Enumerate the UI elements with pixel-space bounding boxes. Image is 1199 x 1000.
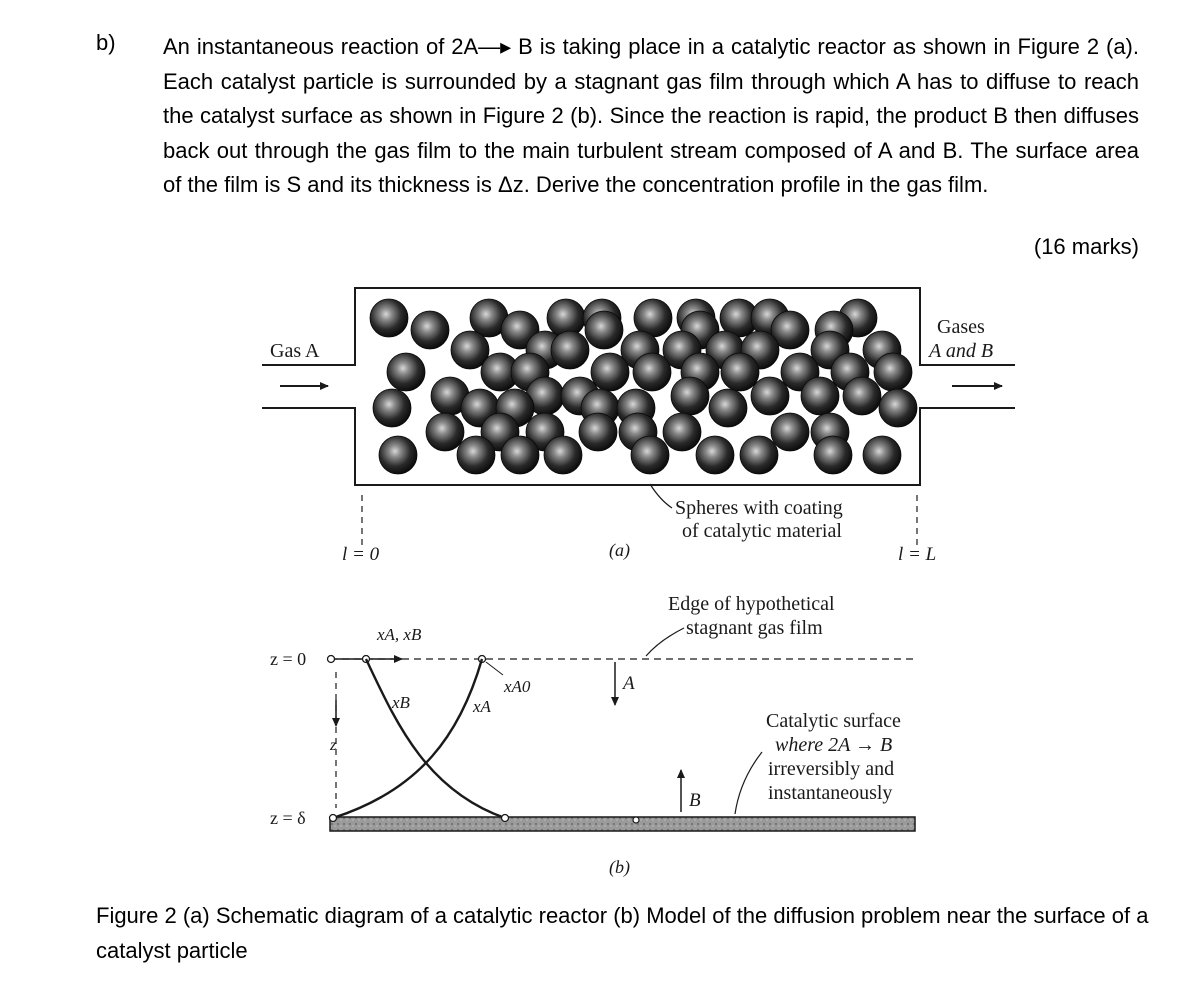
catalyst-sphere bbox=[544, 436, 582, 474]
catalyst-sphere bbox=[751, 377, 789, 415]
catalyst-sphere bbox=[585, 311, 623, 349]
catalyst-sphere bbox=[387, 353, 425, 391]
surface-label-line3: irreversibly and bbox=[768, 758, 895, 780]
catalyst-sphere bbox=[771, 413, 809, 451]
catalyst-sphere bbox=[379, 436, 417, 474]
outlet-label-line2: A and B bbox=[929, 340, 994, 362]
catalyst-sphere bbox=[874, 353, 912, 391]
catalyst-sphere bbox=[663, 413, 701, 451]
outlet-label-line1: Gases bbox=[937, 316, 985, 338]
surface-label-line4: instantaneously bbox=[768, 782, 893, 804]
start-label: l = 0 bbox=[342, 544, 380, 565]
marks-label: (16 marks) bbox=[1033, 234, 1139, 259]
catalyst-sphere bbox=[457, 436, 495, 474]
xa0-leader bbox=[486, 662, 503, 675]
end-label: l = L bbox=[898, 544, 937, 565]
film-edge-leader bbox=[646, 628, 684, 656]
a-flux-label: A bbox=[623, 673, 635, 694]
film-edge-label-line1: Edge of hypothetical bbox=[668, 593, 835, 615]
catalyst-sphere bbox=[631, 436, 669, 474]
catalyst-sphere bbox=[863, 436, 901, 474]
question-label: b) bbox=[96, 30, 116, 55]
surface-leader bbox=[735, 752, 762, 814]
inlet-label: Gas A bbox=[270, 340, 320, 362]
catalyst-sphere bbox=[501, 436, 539, 474]
catalyst-sphere bbox=[426, 413, 464, 451]
xb-bottom-point bbox=[502, 815, 509, 822]
catalyst-sphere bbox=[373, 389, 411, 427]
catalyst-sphere bbox=[370, 299, 408, 337]
catalyst-sphere bbox=[721, 353, 759, 391]
xa-xb-label: xA, xB bbox=[377, 625, 422, 644]
zdelta-label: z = δ bbox=[270, 808, 306, 828]
catalyst-sphere bbox=[801, 377, 839, 415]
catalyst-sphere bbox=[671, 377, 709, 415]
catalyst-sphere bbox=[740, 436, 778, 474]
spheres-label-line1: Spheres with coating bbox=[675, 497, 843, 519]
catalytic-surface bbox=[330, 817, 915, 831]
spheres-label-line2: of catalytic material bbox=[682, 520, 842, 542]
xa-label: xA bbox=[473, 697, 491, 716]
figure-caption: Figure 2 (a) Schematic diagram of a catalytic reactor (b) Model of the diffusion problem near the surface of a catalyst particle bbox=[96, 903, 1149, 963]
origin-point bbox=[328, 656, 335, 663]
catalyst-sphere bbox=[879, 389, 917, 427]
catalyst-sphere bbox=[551, 331, 589, 369]
surface-label-line1: Catalytic surface bbox=[766, 710, 901, 732]
xb-label: xB bbox=[392, 693, 410, 712]
surface-label-line2: where 2A → B bbox=[775, 734, 893, 756]
panel-b-label: (b) bbox=[609, 857, 630, 877]
z-axis-label: z bbox=[330, 737, 337, 754]
catalyst-sphere bbox=[633, 353, 671, 391]
z0-label: z = 0 bbox=[270, 649, 307, 669]
catalyst-sphere bbox=[411, 311, 449, 349]
catalyst-sphere bbox=[591, 353, 629, 391]
catalyst-sphere bbox=[709, 389, 747, 427]
reactor-diagram bbox=[262, 288, 1015, 565]
spheres-leader-line bbox=[650, 484, 672, 508]
xa-bottom-point bbox=[330, 815, 337, 822]
catalyst-sphere bbox=[814, 436, 852, 474]
question-text: An instantaneous reaction of 2A—▸ B is taking place in a catalytic reactor as shown in Figure 2 (a). Each catalyst particle is surrounded by a stagnant gas film through which A has to diffuse to reach the catalyst surface as shown in Figure 2 (b). Since the reaction is rapid, the product B then diffuses back out through the gas film to the main turbulent stream composed of A and B. The surface area of the film is S and its thickness is Δz. Derive the concentration profile in the gas film. bbox=[163, 34, 1139, 198]
catalyst-spheres bbox=[370, 299, 917, 474]
b-flux-label: B bbox=[689, 790, 701, 811]
film-edge-label-line2: stagnant gas film bbox=[686, 617, 823, 639]
catalyst-sphere bbox=[579, 413, 617, 451]
surface-point bbox=[633, 817, 639, 823]
panel-a-label: (a) bbox=[609, 540, 630, 560]
film-diagram bbox=[270, 593, 918, 878]
catalyst-sphere bbox=[696, 436, 734, 474]
catalyst-sphere bbox=[843, 377, 881, 415]
xa0-label: xA0 bbox=[504, 677, 531, 696]
